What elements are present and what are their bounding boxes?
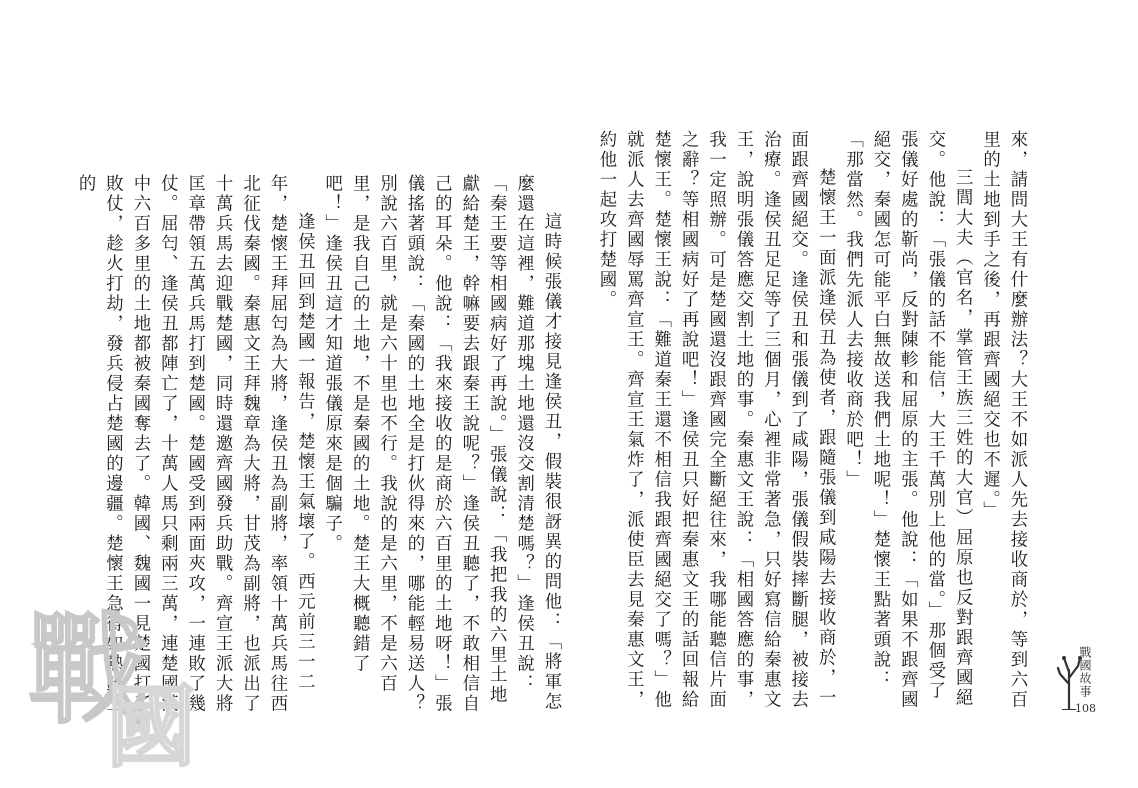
watermark-char-1: 戰 [28, 602, 148, 741]
paragraph-5: 逢侯丑回到楚國一報告，楚懷王氣壞了。西元前三一二年，楚懷王拜屈匄為大將，逢侯丑為副將，率領十萬兵馬往西北征伐秦國。秦惠文王拜魏章為大將，甘茂為副將，也派出了十萬兵馬去迎戰楚國，同時還邀齊國發兵助戰。齊宣王派大將匡章帶領五萬兵馬打到楚國。楚國受到兩面夾攻，一連敗了幾仗。屈匄、逢侯丑都陣亡了，十萬人馬只剩兩三萬，連楚國漢中六百多里的土地都被秦國奪去了。韓國、魏國一見楚國打了敗仗，趁火打劫，發兵侵占楚國的邊疆。楚懷王急得如熱鍋上的 [75, 174, 315, 714]
right-page-text [595, 130, 1030, 720]
page-number: 108 [1075, 702, 1096, 715]
watermark-char-2: 國 [106, 675, 196, 780]
paragraph-4: 這時候張儀才接見逢侯丑，假裝很訝異的問他：「將軍怎麼還在這裡，難道那塊土地還沒交割清楚嗎？」逢侯丑說：「秦王要等相國病好了再說。」張儀說：「我把我的六里土地獻給楚王，幹嘛要去跟秦王說呢？」逢侯丑聽了，不敢相信自己的耳朵。他說：「我來接收的是商於六百里的土地呀！」張儀搖著頭說：「秦國的土地全是打伙得來的，哪能輕易送人？別說六百里，就是六十里也不行。我說的是六里，不是六百里，是我自己的土地，不是秦國的土地。楚王大概聽錯了吧！」逢侯丑這才知道張儀原來是個騙子。 [321, 174, 561, 714]
watermark-logo [28, 602, 198, 780]
paragraph-3: 楚懷王一面派逢侯丑為使者，跟隨張儀到咸陽去接收商於，一面跟齊國絕交。逢侯丑和張儀到了咸陽，張儀假裝摔斷腿，被接去治療。逢侯丑足足等了三個月，心裡非常著急，只好寫信給秦惠文王，說明張儀答應交割土地的事。秦惠文王說：「相國答應的事，我一定照辦。可是楚國還沒跟齊國完全斷絕往來，我哪能聽信片面之辭？等相國病好了再說吧！」逢侯丑只好把秦惠文王的話回報給楚懷王。楚懷王說：「難道秦王還不相信我跟齊國絕交了嗎？」他就派人去齊國辱罵齊宣王。齊宣王氣炸了，派使臣去見秦惠文王，約他一起攻打楚國。 [595, 130, 836, 710]
running-footer [1056, 640, 1096, 740]
paragraph-2: 三閭大夫（官名，掌管王族三姓的大官）屈原也反對跟齊國絕交。他說：「張儀的話不能信，大王千萬別上他的當。」那個受了張儀好處的靳尚，反對陳軫和屈原的主張。他說：「如果不跟齊國絕交，秦國怎可能平白無故送我們土地呢！」楚懷王點著頭說：「那當然。我們先派人去接收商於吧！」 [842, 130, 973, 710]
book-title: 戰國故事 [1078, 646, 1092, 698]
right-page [595, 0, 1138, 769]
paragraph-1: 來，請問大王有什麼辦法？大王不如派人先去接收商於，等到六百里的土地到手之後，再跟齊國絕交也不遲。」 [979, 130, 1027, 710]
